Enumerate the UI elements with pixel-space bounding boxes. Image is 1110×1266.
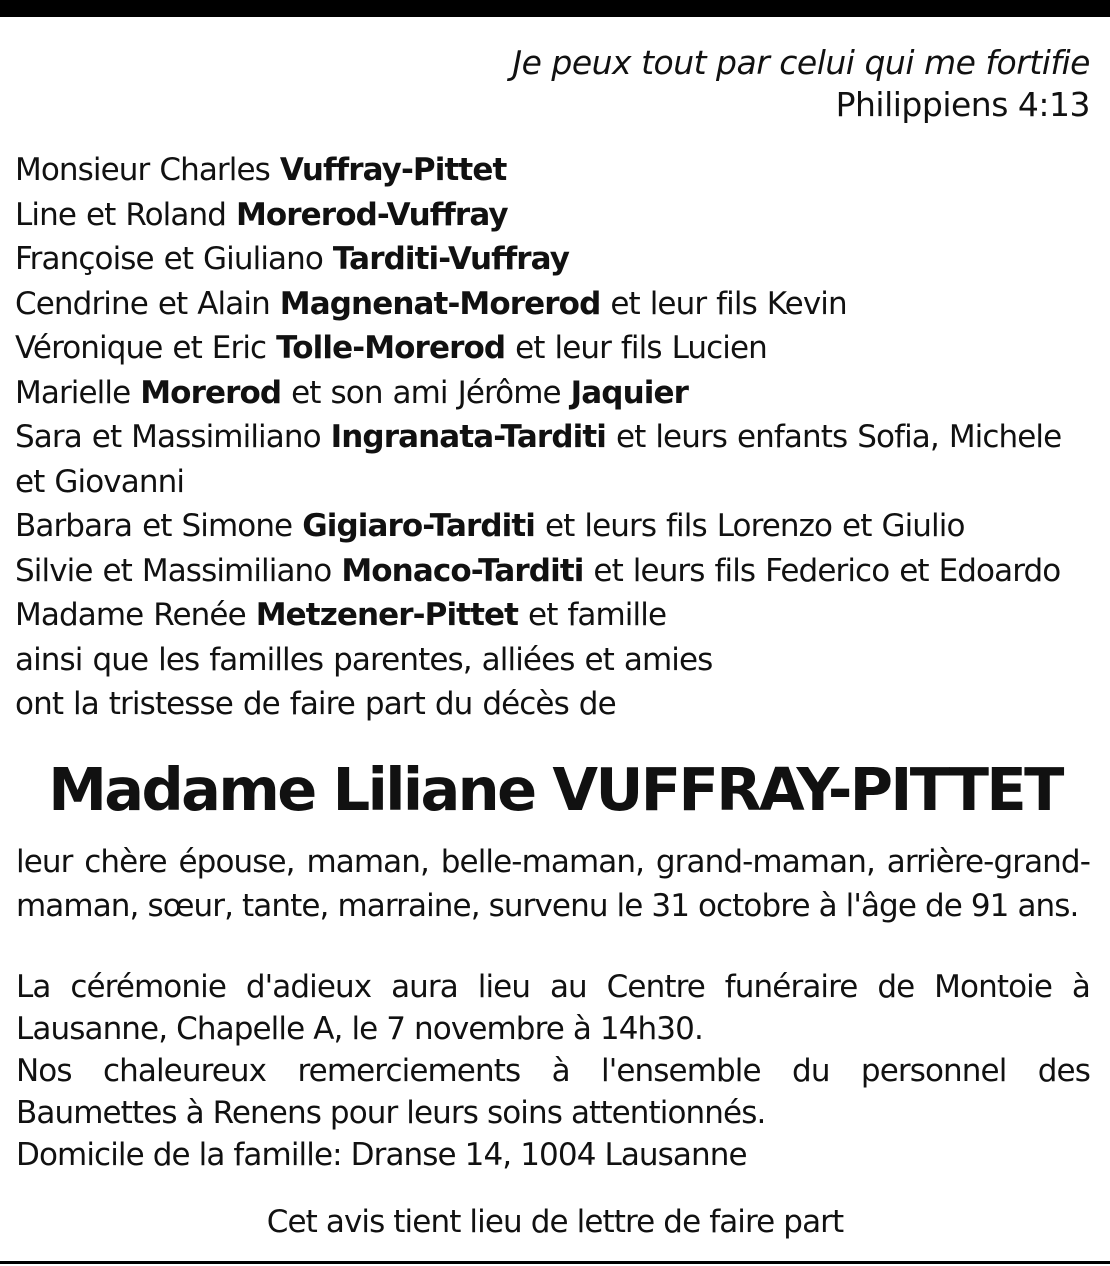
mourners-list [15, 148, 1095, 727]
family-name: Morerod [140, 374, 282, 411]
mourner-line: Line et Roland Morerod-Vuffray [15, 196, 508, 233]
mourner-line: ainsi que les familles parentes, alliées et amies [15, 641, 713, 678]
family-name: Jaquier [570, 374, 689, 411]
mourner-line: Cendrine et Alain Magnenat-Morerod et leur fils Kevin [15, 285, 847, 322]
family-name: Magnenat-Morerod [279, 285, 601, 322]
verse-quote: Je peux tout par celui qui me fortifie [512, 43, 1090, 82]
mourner-line: ont la tristesse de faire part du décès de [15, 686, 616, 722]
mourner-line: Françoise et Giuliano Tarditi-Vuffray [15, 241, 570, 277]
mourner-line: Monsieur Charles Vuffray-Pittet [15, 152, 507, 188]
mourner-line: Véronique et Eric Tolle-Morerod et leur fils Lucien [15, 330, 767, 366]
top-border-rule [0, 0, 1110, 17]
bottom-border-rule [0, 1261, 1110, 1264]
mourner-line: et Giovanni [15, 463, 185, 500]
closing-note: Cet avis tient lieu de lettre de faire part [266, 1204, 844, 1240]
family-name: Tarditi-Vuffray [332, 241, 570, 277]
ceremony-details [16, 966, 1090, 1176]
mourner-line: Barbara et Simone Gigiaro-Tarditi et leurs fils Lorenzo et Giulio [15, 508, 965, 544]
ceremony-service: La cérémonie d'adieux aura lieu au Centre funéraire de Montoie à Lausanne, Chapelle A, le 7 novembre à 14h30. [16, 969, 1090, 1047]
verse-reference: Philippiens 4:13 [835, 85, 1090, 124]
mourner-line: Sara et Massimiliano Ingranata-Tarditi et leurs enfants Sofia, Michele [15, 419, 1062, 455]
mourner-line: Marielle Morerod et son ami Jérôme Jaquier [15, 374, 689, 411]
mourner-line: Silvie et Massimiliano Monaco-Tarditi et leurs fils Federico et Edoardo [15, 552, 1061, 589]
family-name: Gigiaro-Tarditi [302, 508, 536, 544]
deceased-name: Madame Liliane VUFFRAY-PITTET [48, 755, 1062, 824]
family-name: Ingranata-Tarditi [330, 419, 606, 455]
mourner-line: Madame Renée Metzener-Pittet et famille [15, 597, 667, 633]
family-name: Vuffray-Pittet [279, 152, 507, 188]
family-name: Tolle-Morerod [276, 330, 506, 366]
family-name: Monaco-Tarditi [341, 552, 584, 589]
ceremony-thanks: Nos chaleureux remerciements à l'ensemble du personnel des Baumettes à Renens pour leurs soins attentionnés. [16, 1053, 1090, 1131]
bible-verse [512, 42, 1090, 126]
family-address: Domicile de la famille: Dranse 14, 1004 Lausanne [16, 1137, 747, 1173]
family-name: Metzener-Pittet [255, 597, 519, 633]
family-name: Morerod-Vuffray [235, 196, 508, 233]
relation-text: leur chère épouse, maman, belle-maman, grand-maman, arrière-grand-maman, sœur, tante, marraine, survenu le 31 octobre à l'âge de 91 ans. [16, 844, 1090, 924]
